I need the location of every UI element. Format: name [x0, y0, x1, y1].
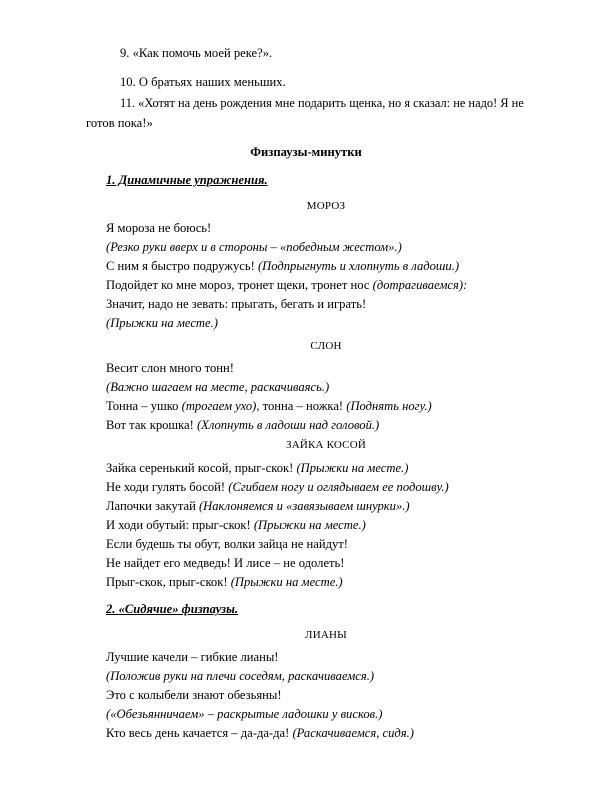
moroz-line-3-text: С ним я быстро подружусь! — [106, 259, 258, 273]
zayka-line-2-text: Не ходи гулять босой! — [106, 480, 229, 494]
section1-title — [106, 174, 268, 187]
zayka-line-2 — [106, 481, 449, 494]
list-item-9: 9. «Как помочь моей реке?». — [120, 46, 273, 60]
liany-line-5-text: Кто весь день качается – да-да-да! — [106, 726, 293, 740]
slon-line-3-a: Тонна – ушко — [106, 399, 182, 413]
liany-line-3: Это с колыбели знают обезьяны! — [106, 688, 282, 702]
zayka-line-4-note: (Прыжки на месте.) — [253, 518, 366, 532]
moroz-line-4 — [106, 279, 467, 292]
slon-line-1: Весит слон много тонн! — [106, 361, 234, 375]
slon-line-4-text: Вот так крошка! — [106, 418, 197, 432]
moroz-line-2: (Резко руки вверх и в стороны – «победным жестом».) — [106, 240, 402, 254]
moroz-line-1: Я мороза не боюсь! — [106, 221, 212, 235]
zayka-line-5: Если будешь ты обут, волки зайца не найдут! — [106, 537, 348, 551]
slon-line-3-c: , тонна – ножка! — [256, 399, 347, 413]
zayka-line-7-note: (Прыжки на месте.) — [230, 575, 343, 589]
zayka-line-1-text: Зайка серенький косой, прыг-скок! — [106, 461, 297, 475]
zayka-line-2-note: (Сгибаем ногу и оглядываем ее подошву.) — [228, 480, 449, 494]
zayka-line-7 — [106, 576, 343, 589]
slon-heading: СЛОН — [310, 340, 342, 352]
section-title: Физпаузы-минутки — [250, 145, 362, 159]
moroz-heading: МОРОЗ — [306, 200, 346, 212]
liany-line-1: Лучшие качели – гибкие лианы! — [106, 650, 279, 664]
zayka-line-3-text: Лапочки закутай — [106, 499, 199, 513]
zayka-line-7-text: Прыг-скок, прыг-скок! — [106, 575, 231, 589]
liany-line-4: («Обезьянничаем» – раскрытые ладошки у висков.) — [106, 707, 383, 721]
slon-line-2: (Важно шагаем на месте, раскачиваясь.) — [106, 380, 330, 394]
moroz-line-4-note: (дотрагиваемся): — [372, 278, 468, 292]
moroz-line-3-note: (Подпрыгнуть и хлопнуть в ладоши.) — [257, 259, 460, 273]
list-item-10: 10. О братьях наших меньших. — [120, 75, 286, 89]
section2-title-text: 2. «Сидячие» физпаузы. — [106, 602, 238, 616]
zayka-line-3-note: (Наклоняемся и «завязываем шнурки».) — [198, 499, 410, 513]
zayka-line-3 — [106, 500, 410, 513]
zayka-line-1-note: (Прыжки на месте.) — [296, 461, 409, 475]
slon-line-3-d: (Поднять ногу.) — [346, 399, 432, 413]
zayka-line-4-text: И ходи обутый: прыг-скок! — [106, 518, 254, 532]
moroz-line-5: Значит, надо не зевать: прыгать, бегать и играть! — [106, 297, 367, 311]
slon-line-3 — [106, 400, 432, 413]
slon-line-3-b: (трогаем ухо) — [181, 399, 257, 413]
moroz-line-4-text: Подойдет ко мне мороз, тронет щеки, тронет нос — [106, 278, 373, 292]
zayka-line-1 — [106, 462, 408, 475]
zayka-line-6: Не найдет его медведь! И лисе – не одолеть! — [106, 556, 345, 570]
zayka-line-4 — [106, 519, 366, 532]
list-item-11-line1: 11. «Хотят на день рождения мне подарить щенка, но я сказал: не надо! Я не — [120, 96, 524, 110]
moroz-line-6: (Прыжки на месте.) — [106, 316, 218, 330]
liany-line-2: (Положив руки на плечи соседям, раскачиваемся.) — [106, 669, 375, 683]
liany-line-5-note: (Раскачиваемся, сидя.) — [292, 726, 414, 740]
slon-line-4 — [106, 419, 379, 432]
slon-line-4-note: (Хлопнуть в ладоши над головой.) — [196, 418, 380, 432]
moroz-line-3 — [106, 260, 459, 273]
list-item-11-line2: готов пока!» — [86, 116, 153, 130]
liany-heading: ЛИАНЫ — [305, 629, 347, 641]
zayka-heading: ЗАЙКА КОСОЙ — [286, 439, 366, 451]
section1-title-text: 1. Динамичные упражнения. — [106, 173, 268, 187]
section2-title — [106, 603, 238, 616]
liany-line-5 — [106, 727, 414, 740]
